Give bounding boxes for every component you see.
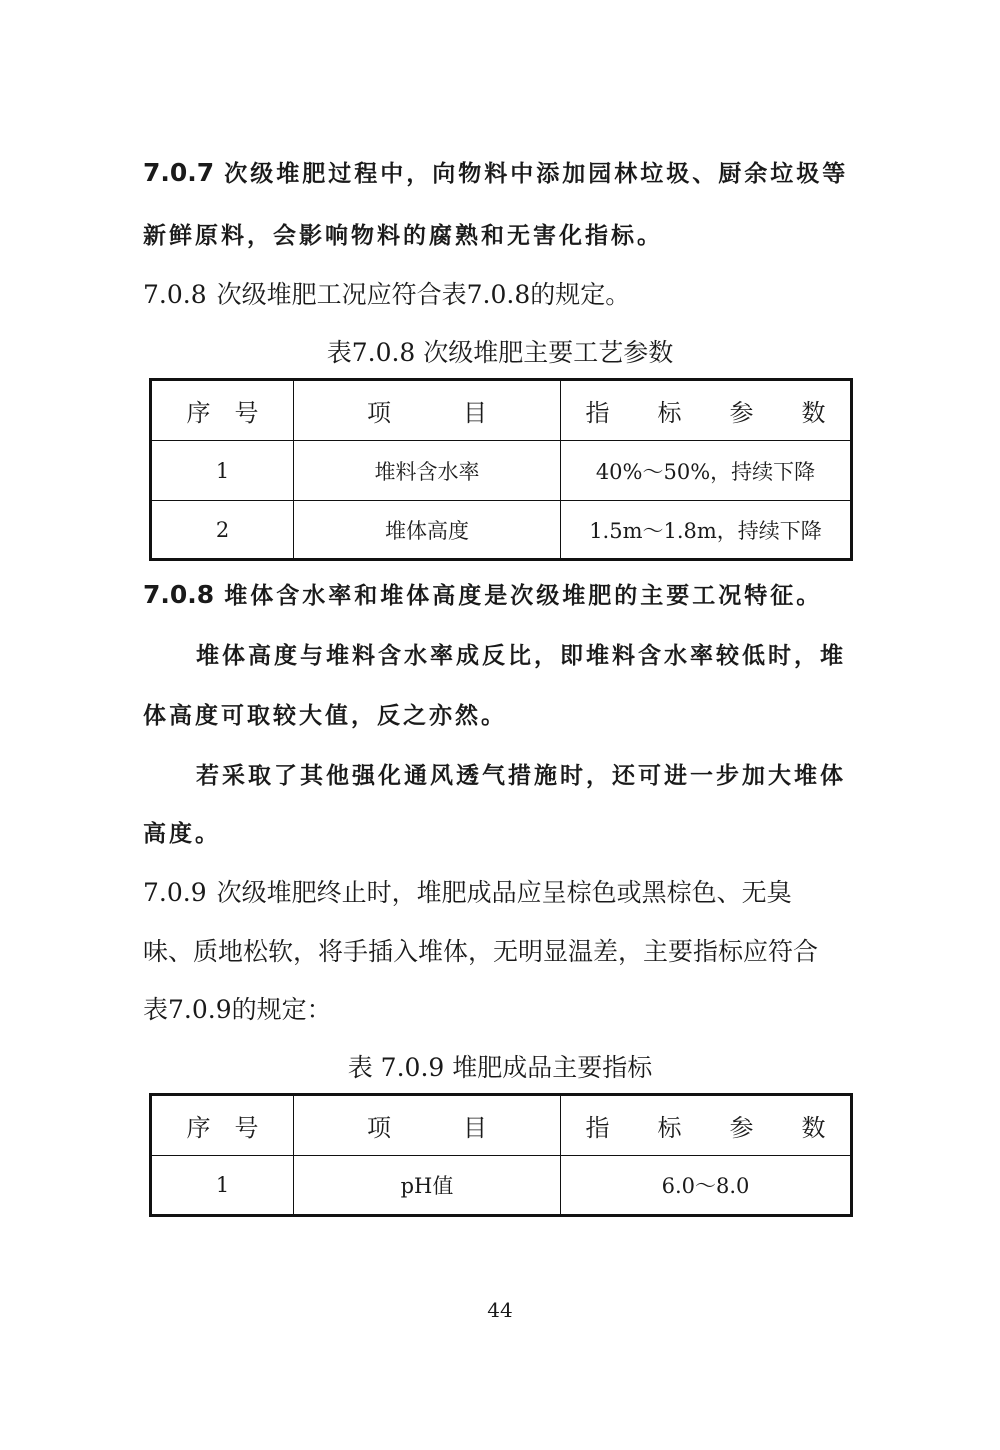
table-cell: 1 <box>151 441 294 501</box>
table-cell: 1.5m～1.8m，持续下降 <box>561 501 852 560</box>
section-707-text: 次级堆肥过程中，向物料中添加园林垃圾、厨余垃圾等 <box>224 161 849 187</box>
section-707-number: 7.0.7 <box>143 158 215 187</box>
clause-709-text: 次级堆肥终止时，堆肥成品应呈棕色或黑棕色、无臭 <box>216 878 792 907</box>
table-cell: 40%～50%，持续下降 <box>561 441 852 501</box>
table-709-header-row <box>151 1095 852 1156</box>
table-cell: 堆料含水率 <box>294 441 561 501</box>
clause-709-number: 7.0.9 <box>143 878 207 907</box>
clause-708-text: 次级堆肥工况应符合表7.0.8的规定。 <box>216 280 631 309</box>
table-cell: 6.0～8.0 <box>561 1156 852 1216</box>
table-709-header-cell: 序 号 <box>151 1095 294 1156</box>
table-709 <box>149 1093 853 1217</box>
clause-709-line2: 味、质地松软，将手插入堆体，无明显温差，主要指标应符合 <box>143 937 819 966</box>
table-709-header-cell: 项 目 <box>294 1095 561 1156</box>
clause-709-line1 <box>143 873 792 909</box>
table-709-header-cell: 指 标 参 数 <box>561 1095 852 1156</box>
table-row <box>151 441 852 501</box>
explanation-708-para2-line2: 体高度可取较大值，反之亦然。 <box>143 703 507 729</box>
table-708-header-row <box>151 380 852 441</box>
table-708-header-cell: 指 标 参 数 <box>561 380 852 441</box>
table-708 <box>149 378 853 561</box>
table-cell: 堆体高度 <box>294 501 561 560</box>
table-709-caption: 表 7.0.9 堆肥成品主要指标 <box>347 1053 653 1082</box>
clause-709-line3: 表7.0.9的规定： <box>143 995 332 1024</box>
table-cell: 2 <box>151 501 294 560</box>
table-cell: 1 <box>151 1156 294 1216</box>
table-708-caption: 表7.0.8 次级堆肥主要工艺参数 <box>326 338 674 367</box>
table-cell: pH值 <box>294 1156 561 1216</box>
clause-708 <box>143 275 630 311</box>
explanation-708-number: 7.0.8 <box>143 580 215 609</box>
clause-708-number: 7.0.8 <box>143 280 207 309</box>
table-708-header-cell: 序 号 <box>151 380 294 441</box>
table-708-header-cell: 项 目 <box>294 380 561 441</box>
section-707-line2: 新鲜原料，会影响物料的腐熟和无害化指标。 <box>143 223 663 249</box>
explanation-708-line1 <box>143 577 822 610</box>
table-row <box>151 1156 852 1216</box>
explanation-708-para3-line1: 若采取了其他强化通风透气措施时，还可进一步加大堆体 <box>196 763 846 789</box>
table-row <box>151 501 852 560</box>
page-number: 44 <box>487 1298 513 1322</box>
explanation-708-para2-line1: 堆体高度与堆料含水率成反比，即堆料含水率较低时，堆 <box>196 643 846 669</box>
section-707-line1 <box>143 155 848 188</box>
explanation-708-text: 堆体含水率和堆体高度是次级堆肥的主要工况特征。 <box>224 583 823 609</box>
explanation-708-para3-line2: 高度。 <box>143 821 221 847</box>
